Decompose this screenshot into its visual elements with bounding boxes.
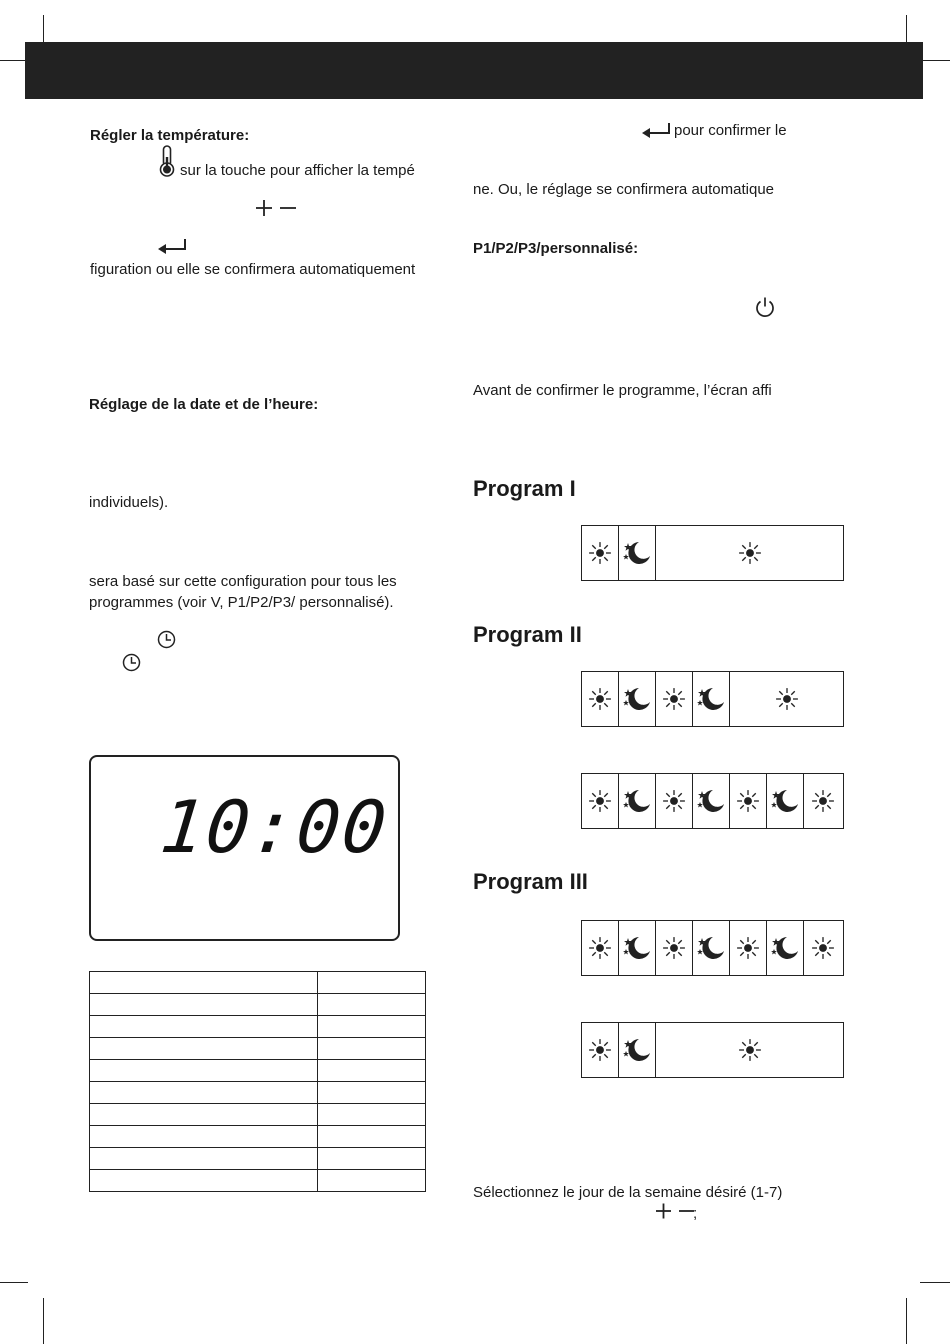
table-cell [318,1038,426,1060]
date-heading: Réglage de la date et de l’heure: [89,396,319,413]
crop-mark [0,60,28,61]
p-heading: P1/P2/P3/personnalisé: [473,240,639,257]
clock-icon [122,653,141,672]
table-cell [318,1170,426,1192]
moon-star-icon [619,526,656,580]
crop-mark [43,15,44,45]
crop-mark [920,60,950,61]
lcd-time: 10:00 [156,785,393,869]
header-bar [25,42,923,99]
date-line-3: programmes (voir V, P1/P2/P3/ personnalisé). [89,594,394,611]
before-confirm: Avant de confirmer le programme, l’écran affi [473,382,772,399]
table-cell [90,1126,318,1148]
crop-mark [43,1298,44,1344]
temp-line-2: figuration ou elle se confirmera automatiquement [90,261,416,278]
power-icon [754,296,776,318]
lcd-display [89,755,400,941]
sun-icon [804,921,841,975]
table-row [90,1148,426,1170]
enter-arrow-icon [641,122,671,138]
table-cell [318,1060,426,1082]
select-day-text: Sélectionnez le jour de la semaine désiré (1-7) [473,1184,783,1201]
moon-star-icon [693,672,730,726]
table-cell [318,994,426,1016]
sun-icon [582,1023,619,1077]
sun-icon [656,672,693,726]
date-line-2: sera basé sur cette configuration pour tous les [89,573,397,590]
table-cell [318,1082,426,1104]
table-cell [318,1126,426,1148]
sun-icon [730,672,843,726]
moon-star-icon [619,1023,656,1077]
table-cell [318,972,426,994]
table-row [90,1126,426,1148]
table-cell [90,1082,318,1104]
table-cell [90,1060,318,1082]
table-row [90,1038,426,1060]
plus-minus-icon [655,1202,695,1220]
sun-icon [730,774,767,828]
moon-star-icon [619,672,656,726]
program-2a-strip [581,671,844,727]
sun-icon [582,774,619,828]
table-cell [90,1170,318,1192]
confirm-line-2: ne. Ou, le réglage se confirmera automatique [473,181,775,198]
temp-heading: Régler la température: [90,127,250,144]
temp-line-1: sur la touche pour afficher la tempé [180,162,415,179]
sun-icon [656,774,693,828]
table-cell [318,1148,426,1170]
table-row [90,1060,426,1082]
moon-star-icon [693,774,730,828]
table-row [90,994,426,1016]
date-line-1: individuels). [89,494,169,511]
table-cell [90,994,318,1016]
confirm-line-1: pour confirmer le [674,122,787,139]
program-2b-strip [581,773,844,829]
table-row [90,1170,426,1192]
table-row [90,972,426,994]
program-2-title: Program II [473,622,582,647]
crop-mark [0,1282,28,1283]
crop-mark [920,1282,950,1283]
sun-icon [730,921,767,975]
sun-icon [582,526,619,580]
table-cell [90,1104,318,1126]
program-1-title: Program I [473,476,576,501]
moon-star-icon [619,921,656,975]
enter-arrow-icon [157,238,187,254]
table-row [90,1104,426,1126]
blank-table [89,971,426,1192]
table-row [90,1082,426,1104]
moon-star-icon [767,774,804,828]
clock-icon [157,630,176,649]
program-3b-strip [581,1022,844,1078]
table-cell [90,1148,318,1170]
sun-icon [804,774,841,828]
thermometer-icon [158,145,176,177]
table-cell [318,1016,426,1038]
semicolon: ; [693,1205,698,1222]
program-3-title: Program III [473,869,588,894]
sun-icon [656,526,843,580]
program-1-strip [581,525,844,581]
crop-mark [906,15,907,45]
table-row [90,1016,426,1038]
sun-icon [656,1023,843,1077]
plus-minus-icon [255,199,297,217]
moon-star-icon [693,921,730,975]
table-cell [90,1038,318,1060]
table-cell [90,972,318,994]
table-cell [90,1016,318,1038]
program-3a-strip [581,920,844,976]
sun-icon [656,921,693,975]
crop-mark [906,1298,907,1344]
sun-icon [582,921,619,975]
table-cell [318,1104,426,1126]
moon-star-icon [619,774,656,828]
sun-icon [582,672,619,726]
moon-star-icon [767,921,804,975]
